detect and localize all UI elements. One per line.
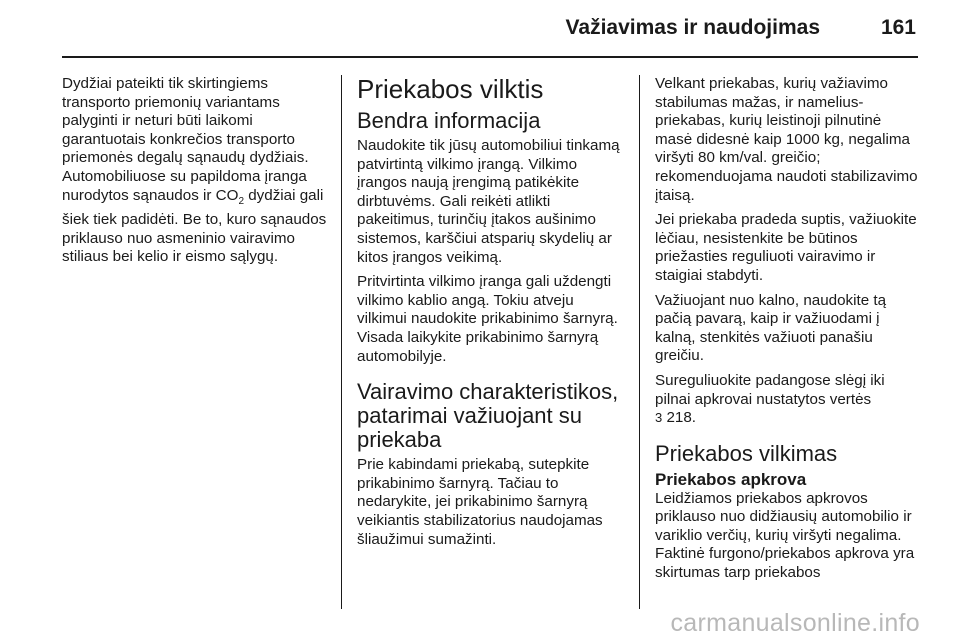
paragraph: Naudokite tik jūsų automobiliui tinkamą patvirtintą vilkimo įrangą. Vilkimo įrangos naują įrengimą patikėkite dirbtuvėms. Gali reikėti atlikti pakeitimus, turinčių įtakos aušinimo sistemos, karščiui atsparių skydelių ar kitos įrangos veikimą. (357, 137, 620, 266)
text-run: Sureguliuokite padangose slėgį iki pilnai apkrovai nustatytos vertės (655, 371, 885, 408)
paragraph: Važiuojant nuo kalno, naudokite tą pačią pavarą, kaip ir važiuodami į kalną, stenkitės važiuoti panašiu greičiu. (655, 291, 887, 365)
section-title-towing: Priekabos vilktis (357, 74, 544, 104)
column-3 (655, 75, 919, 589)
heading-driving-tips: Vairavimo charakteristikos, patarimai važiuojant su priekaba (357, 379, 619, 453)
column-2 (357, 75, 625, 555)
co2-subscript: 2 (238, 195, 244, 207)
heading-trailer-towing: Priekabos vilkimas (655, 440, 838, 466)
paragraph: Pritvirtinta vilkimo įranga gali uždengti vilkimo kablio angą. Tokiu atveju vilkimui naudokite prikabinimo šarnyrą. Visada laikykite prikabinimo šarnyrą automobilyje. (357, 273, 618, 365)
header-rule (62, 56, 918, 58)
heading-general-info: Bendra informacija (357, 108, 541, 133)
heading-trailer-load: Priekabos apkrova (655, 469, 807, 489)
paragraph-tyre-pressure (655, 372, 919, 428)
page-reference-icon: 3 (655, 410, 663, 426)
fuel-consumption-paragraph (62, 75, 328, 267)
paragraph: Velkant priekabas, kurių važiavimo stabilumas mažas, ir namelius-priekabas, kurių leistinoji pilnutinė masė didesnė kaip 1000 kg, negalima viršyti 80 km/val. greičio; rekomenduojama naudoti stabilizavimo įtaisą. (655, 75, 918, 204)
paragraph: Leidžiamos priekabos apkrovos priklauso nuo didžiausių automobilio ir variklio verčių, kurių viršyti negalima. Faktinė furgono/priekabos apkrova yra skirtumas tarp priekabos (655, 489, 915, 582)
text-run: Dydžiai pateikti tik skirtingiems transporto priemonių variantams palyginti ir neturi būti laikomi garantuotais konkrečios transporto priemonės degalų sąnaudų dydžiais. Automobiliuose su papildoma įranga nurodytos sąnaudos ir CO (62, 75, 309, 204)
header-title: Važiavimas ir naudojimas (565, 16, 820, 39)
page-reference-link[interactable]: 218. (662, 409, 697, 427)
text-run: dydžiai gali šiek tiek padidėti. Be to, kuro sąnaudos priklauso nuo asmeninio vairavimo stiliaus bei kelio ir eismo sąlygų. (62, 186, 327, 266)
page-number: 161 (880, 16, 916, 39)
column-1 (62, 75, 328, 273)
column-divider-1 (341, 75, 342, 609)
paragraph: Prie kabindami priekabą, sutepkite prikabinimo šarnyrą. Tačiau to nedarykite, jei prikabinimo šarnyrą veikiantis stabilizatorius naudojamas šliaužimui sumažinti. (357, 456, 603, 548)
column-divider-2 (639, 75, 640, 609)
watermark: carmanualsonline.info (670, 609, 920, 637)
paragraph: Jei priekaba pradeda suptis, važiuokite lėčiau, nesistenkite be būtinos priežasties reguliuoti vairavimo ir staigiai stabdyti. (655, 211, 917, 284)
